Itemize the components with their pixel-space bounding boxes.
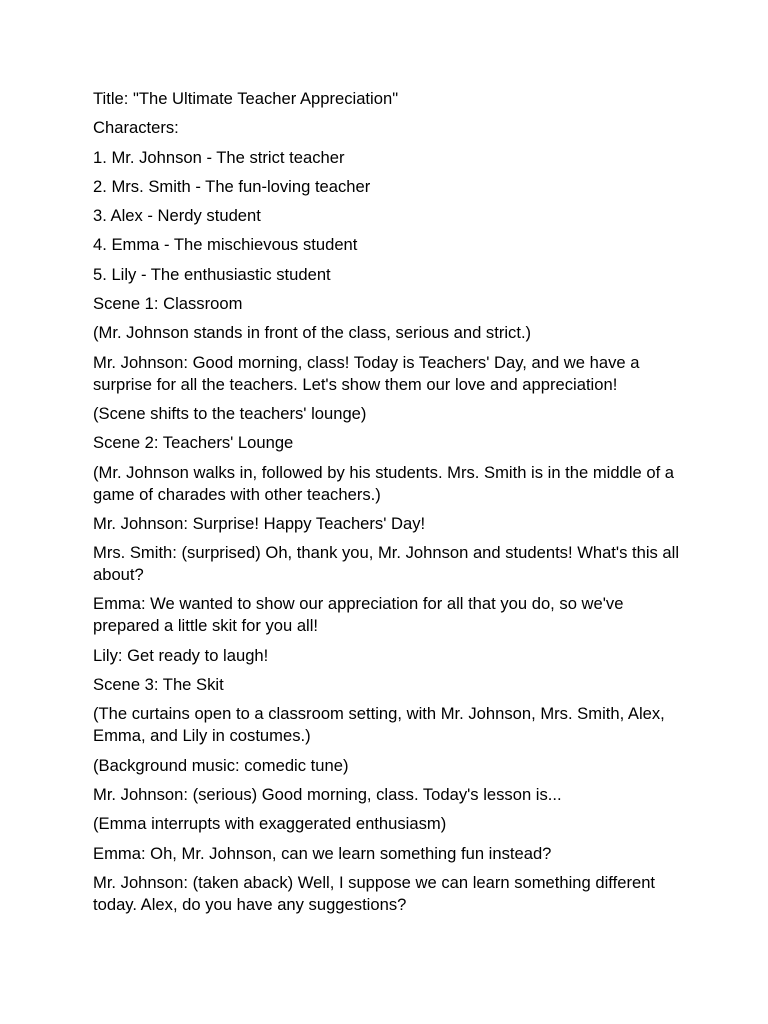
dialogue-line: Emma: We wanted to show our appreciation for all that you do, so we've prepared a little skit for you all! [93,594,624,636]
scene-heading: Scene 1: Classroom [93,294,243,314]
dialogue-line: Lily: Get ready to laugh! [93,645,269,665]
characters-heading: Characters: [93,118,179,138]
stage-direction: (Scene shifts to the teachers' lounge) [93,403,367,423]
dialogue-line: Mr. Johnson: (serious) Good morning, class. Today's lesson is... [93,784,562,804]
character-item: 1. Mr. Johnson - The strict teacher [93,147,345,167]
stage-direction: (The curtains open to a classroom setting, with Mr. Johnson, Mrs. Smith, Alex, Emma, and Lily in costumes.) [93,704,665,746]
scene-heading: Scene 3: The Skit [93,675,224,695]
dialogue-line: Mr. Johnson: (taken aback) Well, I suppose we can learn something different today. Alex, do you have any suggestions? [93,872,656,914]
character-item: 4. Emma - The mischievous student [93,235,358,255]
stage-direction: (Mr. Johnson stands in front of the class, serious and strict.) [93,323,532,343]
dialogue-line: Emma: Oh, Mr. Johnson, can we learn something fun instead? [93,843,552,863]
character-item: 5. Lily - The enthusiastic student [93,264,331,284]
dialogue-line: Mr. Johnson: Surprise! Happy Teachers' Day! [93,513,426,533]
scene-heading: Scene 2: Teachers' Lounge [93,433,294,453]
character-item: 2. Mrs. Smith - The fun-loving teacher [93,176,371,196]
dialogue-line: Mrs. Smith: (surprised) Oh, thank you, Mr. Johnson and students! What's this all about? [93,543,680,585]
stage-direction: (Mr. Johnson walks in, followed by his students. Mrs. Smith is in the middle of a game of charades with other teachers.) [93,462,675,504]
dialogue-line: Mr. Johnson: Good morning, class! Today is Teachers' Day, and we have a surprise for all the teachers. Let's show them our love and appreciation! [93,352,640,394]
title-line: Title: "The Ultimate Teacher Appreciation" [93,89,399,108]
document-body [93,88,693,923]
stage-direction: (Background music: comedic tune) [93,755,349,775]
stage-direction: (Emma interrupts with exaggerated enthusiasm) [93,814,447,834]
character-item: 3. Alex - Nerdy student [93,206,261,226]
